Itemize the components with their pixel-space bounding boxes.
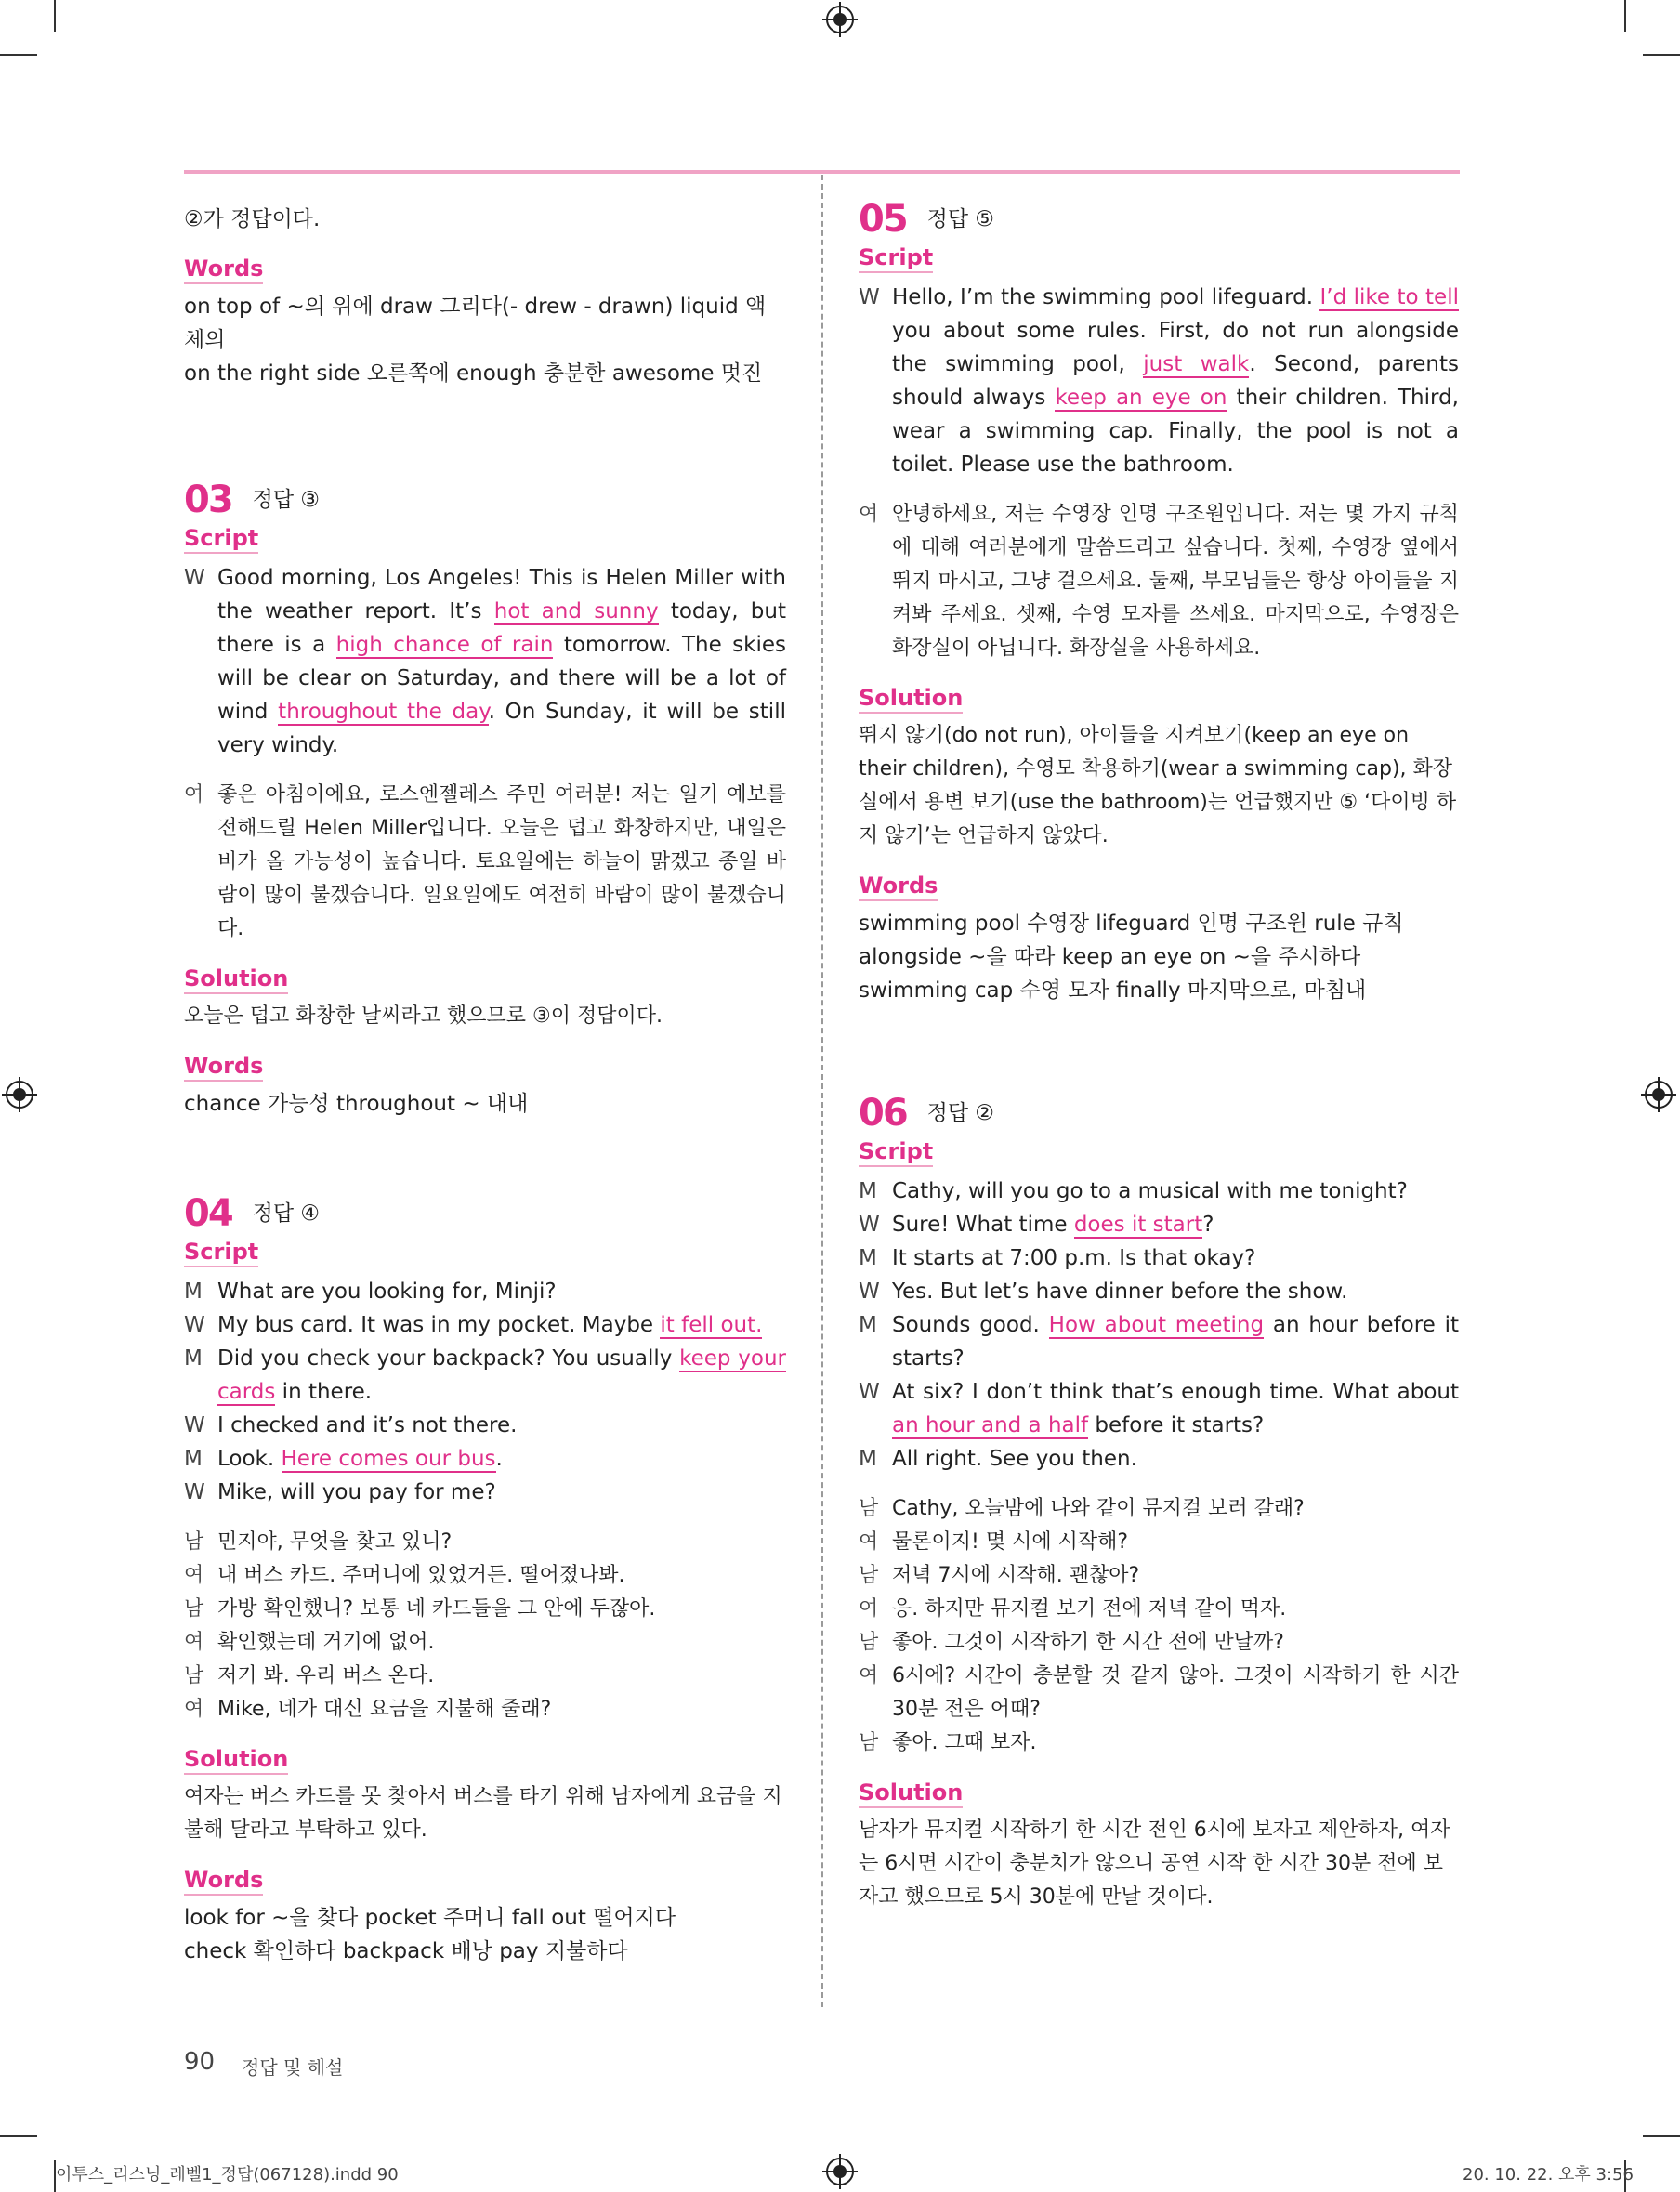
question-number: 05 [859, 198, 907, 241]
script-text [892, 1442, 1459, 1476]
translation-line [184, 779, 786, 946]
translation-block [859, 1492, 1459, 1760]
script-text [217, 1308, 786, 1342]
script-text [217, 1442, 786, 1476]
key-phrase: hot and sunny [493, 599, 659, 623]
crop-mark [1643, 2135, 1680, 2137]
script-block [859, 1175, 1459, 1476]
speaker-tag: M [859, 1447, 877, 1471]
words-line: alongside ~을 따라 keep an eye on ~을 주시하다 [859, 945, 1361, 969]
key-phrase: an hour and a half [892, 1413, 1089, 1437]
script-line [184, 561, 786, 762]
script-text [892, 1375, 1459, 1442]
translation-text: 좋은 아침이에요, 로스엔젤레스 주민 여러분! 저는 일기 예보를 전해드릴 Helen Miller입니다. 오늘은 덥고 화창하지만, 내일은 비가 올 가능성이 높습니다. 토요일에는 하늘이 맑겠고 종일 바람이 많이 불겠습니다. 일요일에도 여전히 바람이 많이 불겠습니다. [217, 783, 786, 940]
script-fragment: I checked and it’s not there. [217, 1413, 518, 1437]
key-phrase: throughout the day [278, 700, 489, 724]
speaker-tag: M [184, 1346, 203, 1371]
answer-key: 정답 ② [926, 1101, 995, 1125]
script-line [859, 1275, 1459, 1308]
script-line [184, 1342, 786, 1409]
script-line [184, 1442, 786, 1476]
script-text [217, 1476, 786, 1509]
script-fragment: ? [1202, 1213, 1214, 1237]
translation-line [184, 1593, 786, 1626]
translation-text: 확인했는데 거기에 없어. [217, 1631, 435, 1654]
script-fragment: . On Sunday, it will be still very windy. [217, 700, 786, 757]
script-fragment: before it starts? [1088, 1413, 1265, 1437]
script-text [217, 561, 786, 762]
script-text [217, 1409, 786, 1442]
translation-line [184, 1660, 786, 1693]
script-text [892, 281, 1459, 481]
left-column [184, 203, 786, 1968]
script-fragment: Did you check your backpack? You usually [217, 1346, 680, 1371]
translation-line [184, 1626, 786, 1660]
solution-label: Solution [184, 1745, 288, 1775]
question-number: 06 [859, 1092, 907, 1135]
solution-label: Solution [184, 965, 288, 994]
script-text [217, 1342, 786, 1409]
speaker-tag: 여 [859, 503, 879, 526]
speaker-tag: 여 [184, 783, 204, 807]
words-label: Words [184, 1866, 263, 1896]
translation-line [184, 1559, 786, 1593]
question-header [184, 1192, 786, 1235]
translation-line [184, 1526, 786, 1559]
script-fragment: It starts at 7:00 p.m. Is that okay? [892, 1246, 1256, 1270]
translation-line [859, 498, 1459, 665]
translation-line [859, 1626, 1459, 1660]
translation-text: 민지야, 무엇을 찾고 있니? [217, 1530, 453, 1554]
words-label: Words [184, 1052, 263, 1082]
translation-text: Cathy, 오늘밤에 나와 같이 뮤지컬 보러 갈래? [892, 1497, 1305, 1520]
answer-key: 정답 ④ [252, 1201, 321, 1226]
script-block [184, 1275, 786, 1509]
key-phrase: just walk [1143, 352, 1250, 376]
script-fragment: their children. Third, wear a swimming cap. Finally, the pool is not a toilet. Please use the bathroom. [892, 386, 1459, 477]
translation-text: 저기 봐. 우리 버스 온다. [217, 1664, 435, 1687]
script-fragment: Look. [217, 1447, 282, 1471]
script-fragment: What are you looking for, Minji? [217, 1280, 557, 1304]
script-label: Script [859, 243, 933, 273]
script-line [859, 1175, 1459, 1208]
speaker-tag: 여 [184, 1631, 204, 1654]
script-fragment: Cathy, will you go to a musical with me tonight? [892, 1179, 1408, 1203]
speaker-tag: 남 [859, 1564, 879, 1587]
script-fragment: Sure! What time [892, 1213, 1074, 1237]
words-line: look for ~을 찾다 pocket 주머니 fall out 떨어지다 [184, 1906, 676, 1930]
speaker-tag: M [859, 1246, 877, 1270]
registration-mark-icon [6, 1081, 33, 1109]
file-slug: 이투스_리스닝_레벨1_정답(067128).indd 90 [56, 2165, 399, 2185]
translation-text: 저녁 7시에 시작해. 괜찮아? [892, 1564, 1140, 1587]
question-header [184, 479, 786, 521]
answer-key: 정답 ③ [252, 488, 321, 512]
script-line [859, 1375, 1459, 1442]
date-slug: 20. 10. 22. 오후 3:56 [1463, 2165, 1634, 2185]
key-phrase: Here comes our bus [281, 1447, 496, 1471]
speaker-tag: 남 [184, 1530, 204, 1554]
script-line [184, 1476, 786, 1509]
script-fragment: Hello, I’m the swimming pool lifeguard. [892, 285, 1320, 309]
translation-text: Mike, 네가 대신 요금을 지불해 줄래? [217, 1698, 552, 1721]
script-label: Script [184, 524, 258, 554]
key-phrase: How about meeting [1048, 1313, 1265, 1337]
speaker-tag: 남 [859, 1631, 879, 1654]
script-fragment: Sounds good. [892, 1313, 1049, 1337]
speaker-tag: W [859, 1213, 880, 1237]
script-line [859, 1442, 1459, 1476]
speaker-tag: M [184, 1447, 203, 1471]
solution-text: 남자가 뮤지컬 시작하기 한 시간 전인 6시에 보자고 제안하자, 여자는 6시면 시간이 충분치가 않으니 공연 시작 한 시간 30분 전에 보자고 했으므로 5시 30분에 만날 것이다. [859, 1818, 1450, 1909]
translation-block [184, 1526, 786, 1726]
top-answer: ②가 정답이다. [184, 207, 321, 231]
words-label: Words [184, 255, 263, 284]
script-fragment: an hour before it starts? [892, 1313, 1460, 1371]
crop-mark [1624, 0, 1626, 32]
crop-mark [0, 2135, 37, 2137]
script-fragment: All right. See you then. [892, 1447, 1137, 1471]
speaker-tag: M [184, 1280, 203, 1304]
script-fragment: . Second, parents should always [892, 352, 1460, 410]
script-fragment: At six? I don’t think that’s enough time. What about [892, 1380, 1459, 1404]
script-label: Script [859, 1137, 933, 1167]
speaker-tag: W [859, 1380, 880, 1404]
translation-text: 가방 확인했니? 보통 네 카드들을 그 안에 두잖아. [217, 1597, 656, 1621]
column-divider [821, 175, 823, 2007]
translation-text: 좋아. 그것이 시작하기 한 시간 전에 만날까? [892, 1631, 1284, 1654]
script-line [184, 1409, 786, 1442]
script-text [892, 1275, 1459, 1308]
speaker-tag: M [859, 1313, 877, 1337]
words-line: swimming cap 수영 모자 finally 마지막으로, 마침내 [859, 978, 1367, 1003]
words-line: swimming pool 수영장 lifeguard 인명 구조원 rule 규칙 [859, 912, 1404, 936]
translation-text: 6시에? 시간이 충분할 것 같지 않아. 그것이 시작하기 한 시간 30분 전은 어때? [892, 1664, 1459, 1721]
script-line [859, 281, 1459, 481]
script-text [892, 1208, 1459, 1241]
right-column [859, 198, 1460, 1914]
translation-line [859, 1526, 1459, 1559]
speaker-tag: 여 [184, 1698, 204, 1721]
script-line [859, 1208, 1459, 1241]
question-header [859, 198, 1459, 241]
script-block [859, 281, 1459, 481]
question-number: 04 [184, 1192, 232, 1235]
crop-mark [1643, 54, 1680, 56]
registration-mark-icon [1645, 1081, 1673, 1109]
script-fragment: in there. [275, 1380, 373, 1404]
script-fragment: today, but there is a [217, 599, 787, 657]
translation-text: 내 버스 카드. 주머니에 있었거든. 떨어졌나봐. [217, 1564, 625, 1587]
section-title: 정답 및 해설 [242, 2056, 344, 2079]
speaker-tag: M [859, 1179, 877, 1203]
script-line [859, 1308, 1459, 1375]
script-fragment: My bus card. It was in my pocket. Maybe [217, 1313, 661, 1337]
solution-label: Solution [859, 1779, 963, 1808]
script-fragment: Yes. But let’s have dinner before the show. [892, 1280, 1348, 1304]
script-line [859, 1241, 1459, 1275]
script-fragment: . [495, 1447, 503, 1471]
key-phrase: high chance of rain [335, 633, 554, 657]
translation-block [184, 779, 786, 946]
translation-text: 좋아. 그때 보자. [892, 1731, 1037, 1754]
words-line: on top of ~의 위에 draw 그리다(- drew - drawn) liquid 액체의 [184, 295, 767, 352]
crop-mark [0, 54, 37, 56]
translation-block [859, 498, 1459, 665]
question-header [859, 1092, 1459, 1135]
words-line: on the right side 오른쪽에 enough 충분한 awesome 멋진 [184, 361, 763, 386]
speaker-tag: 여 [184, 1564, 204, 1587]
translation-line [859, 1726, 1459, 1760]
page-number: 90 [184, 2048, 216, 2076]
key-phrase: I’d like to tell [1319, 285, 1459, 309]
key-phrase: it fell out. [660, 1313, 763, 1337]
words-line: check 확인하다 backpack 배낭 pay 지불하다 [184, 1939, 628, 1963]
key-phrase: keep an eye on [1055, 386, 1227, 410]
speaker-tag: 남 [184, 1664, 204, 1687]
speaker-tag: 남 [184, 1597, 204, 1621]
speaker-tag: W [184, 566, 205, 590]
header-rule [184, 170, 1460, 174]
registration-mark-icon [826, 2158, 854, 2185]
registration-mark-icon [826, 6, 854, 33]
script-fragment: Good morning, Los Angeles! This is Helen Miller with the weather report. It’s [217, 566, 786, 623]
translation-text: 안녕하세요, 저는 수영장 인명 구조원입니다. 저는 몇 가지 규칙에 대해 여러분에게 말씀드리고 싶습니다. 첫째, 수영장 옆에서 뛰지 마시고, 그냥 걸으세요. 둘째, 부모님들은 항상 아이들을 지켜봐 주세요. 셋째, 수영 모자를 쓰세요. 마지막으로, 수영장은 화장실이 아닙니다. 화장실을 사용하세요. [892, 503, 1459, 660]
key-phrase: does it start [1073, 1213, 1203, 1237]
script-text [892, 1308, 1459, 1375]
translation-line [184, 1693, 786, 1726]
script-fragment: Mike, will you pay for me? [217, 1480, 496, 1504]
question-number: 03 [184, 479, 232, 521]
speaker-tag: W [859, 285, 880, 309]
speaker-tag: W [184, 1413, 205, 1437]
solution-text: 뛰지 않기(do not run), 아이들을 지켜보기(keep an eye on their children), 수영모 착용하기(wear a swimming cap), 화장실에서 용변 보기(use the bathroom)는 언급했지만 ⑤ ‘다이빙 하지 않기’는 언급하지 않았다. [859, 724, 1457, 847]
solution-text: 여자는 버스 카드를 못 찾아서 버스를 타기 위해 남자에게 요금을 지불해 달라고 부탁하고 있다. [184, 1785, 782, 1842]
solution-label: Solution [859, 684, 963, 714]
speaker-tag: 여 [859, 1664, 879, 1687]
translation-line [859, 1559, 1459, 1593]
speaker-tag: 여 [859, 1597, 879, 1621]
translation-line [859, 1492, 1459, 1526]
crop-mark [54, 0, 56, 32]
translation-line [859, 1593, 1459, 1626]
script-line [184, 1275, 786, 1308]
speaker-tag: W [184, 1480, 205, 1504]
translation-text: 물론이지! 몇 시에 시작해? [892, 1530, 1128, 1554]
speaker-tag: W [859, 1280, 880, 1304]
answer-key: 정답 ⑤ [926, 207, 995, 231]
speaker-tag: 남 [859, 1731, 879, 1754]
script-text [892, 1175, 1459, 1208]
script-text [217, 1275, 786, 1308]
script-line [184, 1308, 786, 1342]
script-fragment: you about some rules. First, do not run alongside the swimming pool, [892, 319, 1459, 376]
solution-text: 오늘은 덥고 화창한 날씨라고 했으므로 ③이 정답이다. [184, 1004, 663, 1028]
speaker-tag: W [184, 1313, 205, 1337]
script-fragment: tomorrow. The skies will be clear on Saturday, and there will be a lot of wind [217, 633, 787, 724]
words-line: chance 가능성 throughout ~ 내내 [184, 1092, 529, 1116]
script-block [184, 561, 786, 762]
translation-line [859, 1660, 1459, 1726]
words-label: Words [859, 872, 938, 901]
script-text [892, 1241, 1459, 1275]
script-label: Script [184, 1238, 258, 1267]
speaker-tag: 여 [859, 1530, 879, 1554]
speaker-tag: 남 [859, 1497, 879, 1520]
translation-text: 응. 하지만 뮤지컬 보기 전에 저녁 같이 먹자. [892, 1597, 1287, 1621]
key-phrase: keep your cards [217, 1346, 786, 1404]
